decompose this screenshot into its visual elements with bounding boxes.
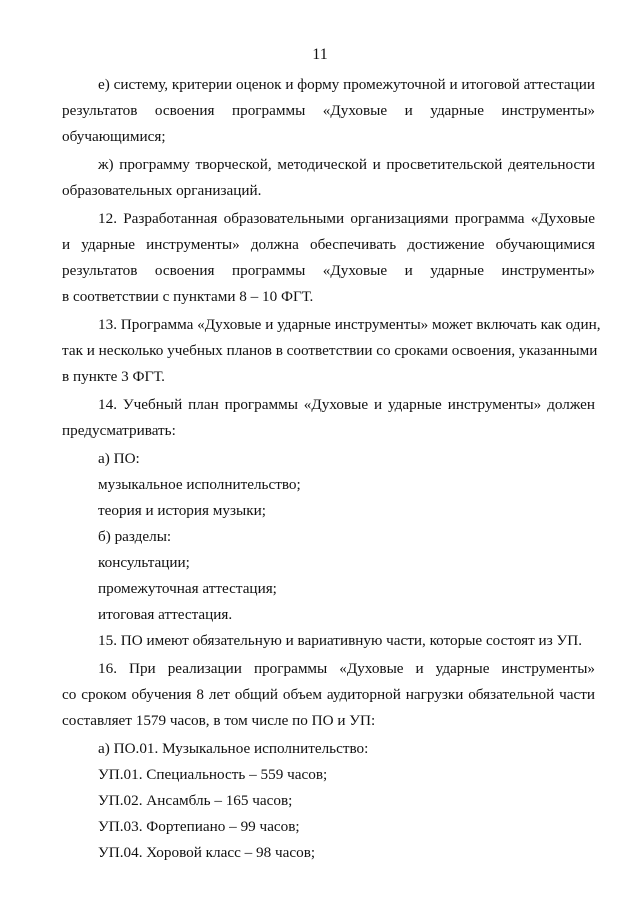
text-line: теория и история музыки; — [98, 502, 266, 519]
page-number: 11 — [312, 46, 328, 63]
text-line: а) ПО: — [98, 450, 140, 467]
text-line: УП.02. Ансамбль – 165 часов; — [98, 792, 293, 809]
text-line: консультации; — [98, 554, 190, 571]
text-line: в соответствии с пунктами 8 – 10 ФГТ. — [62, 288, 314, 305]
text-line: 13. Программа «Духовые и ударные инструменты» может включать как один, — [98, 316, 601, 333]
text-line: 12. Разработанная образовательными организациями программа «Духовые — [98, 210, 595, 227]
text-line: ж) программу творческой, методической и просветительской деятельности — [98, 156, 595, 173]
text-line: промежуточная аттестация; — [98, 580, 277, 597]
text-line: составляет 1579 часов, в том числе по ПО и УП: — [62, 712, 376, 729]
text-line: обучающимися; — [62, 128, 166, 145]
text-line: результатов освоения программы «Духовые и ударные инструменты» — [62, 102, 595, 119]
text-line: в пункте 3 ФГТ. — [62, 368, 165, 385]
text-line: музыкальное исполнительство; — [98, 476, 301, 493]
text-line: 14. Учебный план программы «Духовые и ударные инструменты» должен — [98, 396, 595, 413]
text-line: итоговая аттестация. — [98, 606, 233, 623]
text-line: б) разделы: — [98, 528, 172, 545]
text-line: результатов освоения программы «Духовые и ударные инструменты» — [62, 262, 595, 279]
text-line: УП.04. Хоровой класс – 98 часов; — [98, 844, 316, 861]
text-line: а) ПО.01. Музыкальное исполнительство: — [98, 740, 369, 757]
text-line: УП.01. Специальность – 559 часов; — [98, 766, 328, 783]
text-line: 15. ПО имеют обязательную и вариативную части, которые состоят из УП. — [98, 632, 583, 649]
text-line: 16. При реализации программы «Духовые и ударные инструменты» — [98, 660, 595, 677]
text-line: со сроком обучения 8 лет общий объем аудиторной нагрузки обязательной части — [62, 686, 595, 703]
text-line: так и несколько учебных планов в соответствии со сроками освоения, указанными — [62, 342, 598, 359]
text-line: образовательных организаций. — [62, 182, 262, 199]
text-line: УП.03. Фортепиано – 99 часов; — [98, 818, 300, 835]
text-line: е) систему, критерии оценок и форму промежуточной и итоговой аттестации — [98, 76, 595, 93]
text-line: предусматривать: — [62, 422, 176, 439]
text-line: и ударные инструменты» должна обеспечивать достижение обучающимися — [62, 236, 595, 253]
